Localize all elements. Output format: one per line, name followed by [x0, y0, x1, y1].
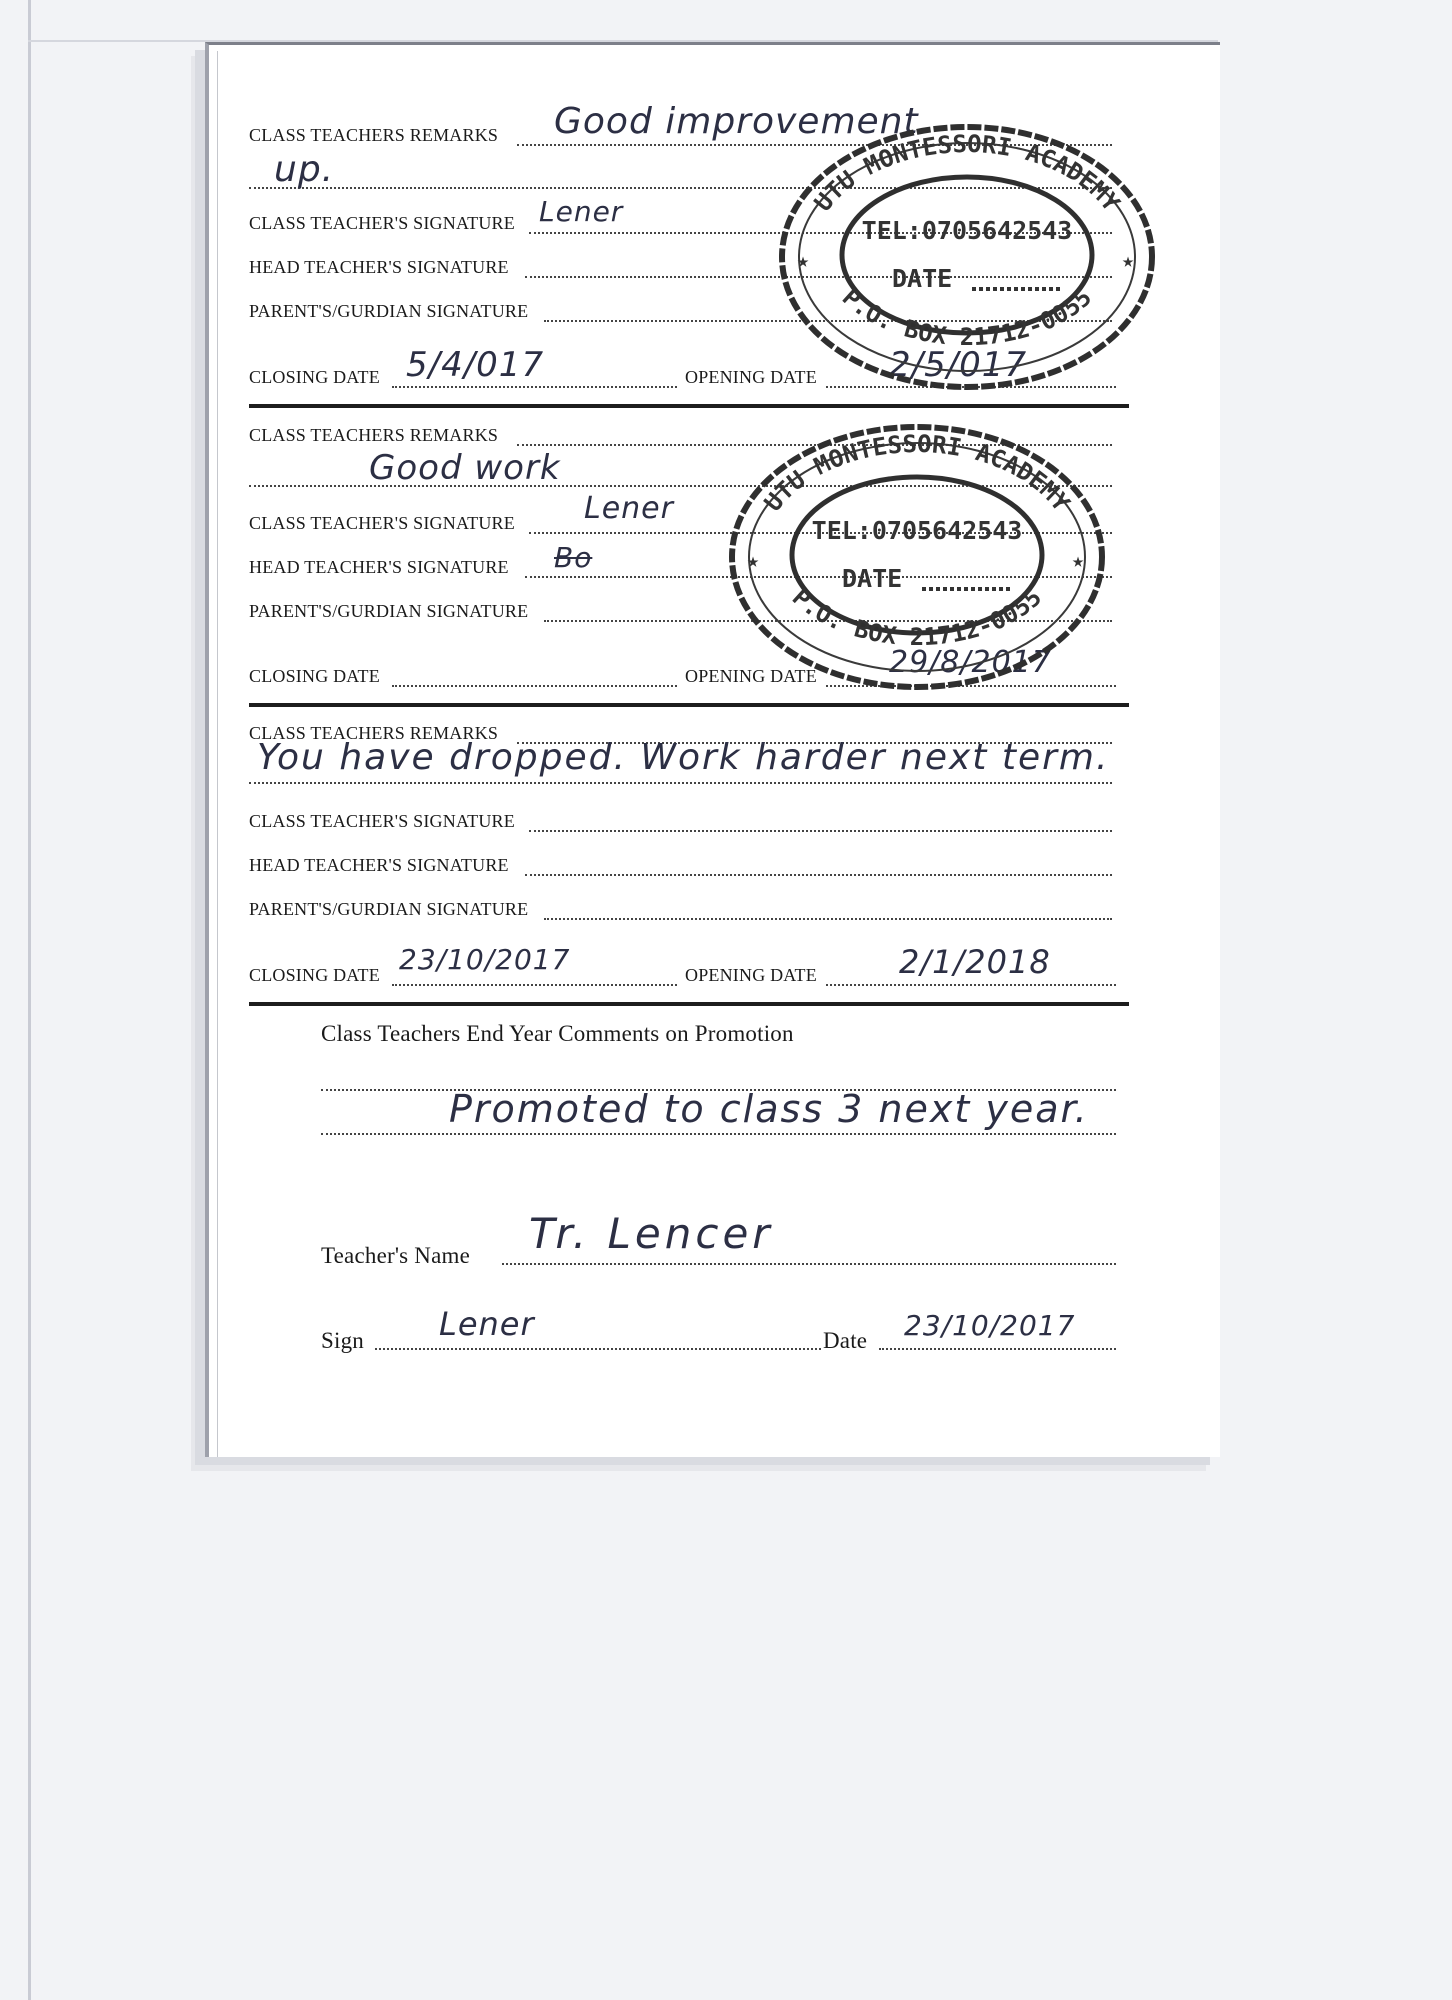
- stamp-2-date-label: DATE: [842, 564, 903, 593]
- term3-remarks-line2: [249, 782, 1112, 784]
- term3-remarks-value2: You have dropped. Work harder next term.: [257, 737, 1110, 778]
- term3-remarks-label: CLASS TEACHERS REMARKS: [249, 723, 499, 743]
- term2-class-teacher-signature-value: Lener: [584, 491, 674, 526]
- term2-parent-signature-label: PARENT'S/GURDIAN SIGNATURE: [249, 601, 529, 621]
- term3-closing-date-label: CLOSING DATE: [249, 965, 380, 985]
- stamp-1-top-arc: UTU MONTESSORI ACADEMY: [808, 129, 1126, 217]
- stamp-1-tel: TEL:0705642543: [861, 216, 1073, 245]
- school-stamp-1-graphic: [772, 107, 1162, 407]
- term1-opening-date-label: OPENING DATE: [685, 367, 817, 387]
- term3-opening-date-label: OPENING DATE: [685, 965, 817, 985]
- stamp-2-tel: TEL:0705642543: [811, 516, 1023, 545]
- term3-closing-date-line: [392, 984, 677, 986]
- svg-text:★: ★: [797, 248, 810, 272]
- term1-head-teacher-signature-label: HEAD TEACHER'S SIGNATURE: [249, 257, 509, 277]
- term3-class-teacher-signature-line: [529, 830, 1112, 832]
- term3-opening-date-line: [826, 984, 1116, 986]
- svg-text:★: ★: [747, 548, 760, 572]
- stamp-1-bottom-arc: P.O. BOX 21712-0055: [836, 283, 1098, 352]
- term3-parent-signature-label: PARENT'S/GURDIAN SIGNATURE: [249, 899, 529, 919]
- term1-class-teacher-signature-value: Lener: [539, 195, 624, 228]
- term1-remarks-label: CLASS TEACHERS REMARKS: [249, 125, 499, 145]
- date-line: [879, 1348, 1116, 1350]
- sign-label: Sign: [321, 1328, 364, 1353]
- stamp-2-top-arc: UTU MONTESSORI ACADEMY: [758, 429, 1076, 517]
- term1-class-teacher-signature-label: CLASS TEACHER'S SIGNATURE: [249, 213, 515, 233]
- term3-head-teacher-signature-label: HEAD TEACHER'S SIGNATURE: [249, 855, 509, 875]
- teacher-name-value: Tr. Lencer: [529, 1209, 774, 1258]
- term3-divider: [249, 1002, 1129, 1006]
- stamp-2-bottom-arc: P.O. BOX 21712-0055: [786, 583, 1048, 652]
- sign-value: Lener: [439, 1305, 535, 1343]
- term3-closing-date-value: 23/10/2017: [399, 943, 571, 976]
- school-stamp-2: [722, 407, 1112, 707]
- term2-class-teacher-signature-label: CLASS TEACHER'S SIGNATURE: [249, 513, 515, 533]
- date-label: Date: [823, 1328, 868, 1353]
- term2-opening-date-label: OPENING DATE: [685, 666, 817, 686]
- end-year-comment-line2: [321, 1133, 1116, 1135]
- term2-closing-date-line: [392, 685, 677, 687]
- term1-closing-date-line: [392, 386, 677, 388]
- date-value: 23/10/2017: [904, 1309, 1076, 1342]
- term3-opening-date-value: 2/1/2018: [899, 943, 1051, 981]
- term3-parent-signature-line: [544, 918, 1112, 920]
- term2-opening-date-value: 29/8/2017: [889, 645, 1052, 680]
- report-card-page: [205, 42, 1220, 1457]
- term3-class-teacher-signature-label: CLASS TEACHER'S SIGNATURE: [249, 811, 515, 831]
- term1-closing-date-value: 5/4/017: [406, 345, 545, 385]
- svg-text:★: ★: [1072, 548, 1085, 572]
- term1-remarks-value: Good improvement: [554, 101, 919, 142]
- stamp-1-date-label: DATE: [892, 264, 953, 293]
- term2-closing-date-label: CLOSING DATE: [249, 666, 380, 686]
- end-year-heading: Class Teachers End Year Comments on Promotion: [321, 1021, 794, 1046]
- svg-text:★: ★: [1122, 248, 1135, 272]
- scan-edge: [28, 0, 31, 2000]
- term1-parent-signature-label: PARENT'S/GURDIAN SIGNATURE: [249, 301, 529, 321]
- term2-remarks-label: CLASS TEACHERS REMARKS: [249, 425, 499, 445]
- term2-remarks-value2: Good work: [369, 448, 561, 488]
- teacher-name-line: [502, 1263, 1116, 1265]
- term3-head-teacher-signature-line: [525, 874, 1112, 876]
- sign-line: [375, 1348, 821, 1350]
- term1-closing-date-label: CLOSING DATE: [249, 367, 380, 387]
- end-year-comment-value: Promoted to class 3 next year.: [449, 1087, 1089, 1131]
- term1-opening-date-value: 2/5/017: [889, 345, 1028, 385]
- term2-head-teacher-signature-value: Bo: [554, 541, 593, 574]
- term1-remarks-value2: up.: [274, 149, 335, 190]
- school-stamp-1: [772, 107, 1162, 407]
- teacher-name-label: Teacher's Name: [321, 1243, 470, 1268]
- term2-head-teacher-signature-label: HEAD TEACHER'S SIGNATURE: [249, 557, 509, 577]
- school-stamp-2-graphic: [722, 407, 1112, 707]
